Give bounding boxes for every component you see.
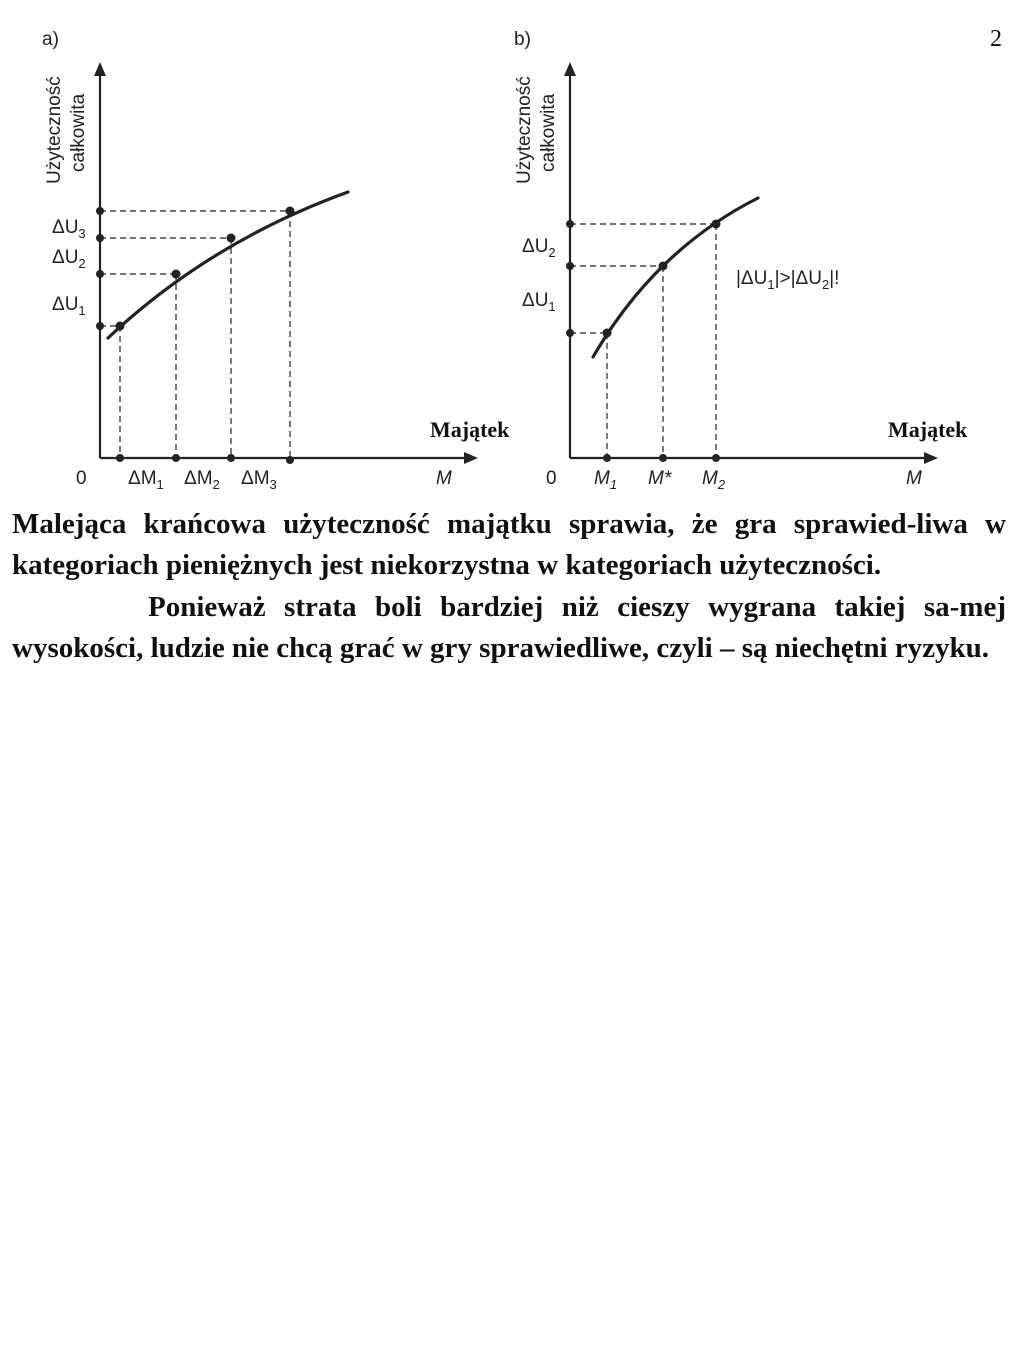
curve-point	[227, 234, 236, 243]
utility-curve-b	[593, 198, 758, 357]
figure-b-utility-chart	[500, 20, 1000, 500]
y-tick-label-du2: $\Delta U_2$	[522, 236, 556, 260]
x-axis-point	[603, 454, 611, 462]
x-tick-label-m1: $M_1$	[594, 468, 618, 492]
y-axis-point	[96, 207, 104, 215]
x-tick-label-m2: $M_2$	[702, 468, 726, 492]
svg-text:Użyteczność: Użyteczność	[514, 76, 535, 184]
svg-text:całkowita: całkowita	[538, 93, 559, 172]
x-axis-point	[712, 454, 720, 462]
curve-point	[659, 262, 668, 271]
curve-point	[286, 207, 295, 216]
utility-curve-a	[108, 192, 348, 338]
svg-text:Użyteczność: Użyteczność	[44, 76, 65, 184]
svg-text:całkowita: całkowita	[68, 93, 89, 172]
x-axis-caption-b: Majątek	[888, 417, 968, 442]
x-axis-arrow-a	[464, 452, 478, 464]
curve-point	[116, 322, 125, 331]
curve-point	[603, 329, 612, 338]
paragraph-2: Ponieważ strata boli bardziej niż cieszy wygrana takiej sa-mej wysokości, ludzie nie chcą grać w gry sprawiedliwe, czyli – są niechętni ryzyku.	[12, 590, 1006, 664]
y-axis-point	[566, 220, 574, 228]
x-tick-label-m-star: M*	[648, 468, 672, 489]
figure-a-utility-chart	[30, 20, 510, 500]
y-axis-arrow-a	[94, 62, 106, 76]
y-axis-point	[96, 270, 104, 278]
y-tick-label-du2: $\Delta U_2$	[52, 247, 86, 271]
y-axis-point	[96, 322, 104, 330]
y-axis-point	[566, 329, 574, 337]
paragraph-1: Malejąca krańcowa użyteczność majątku sprawia, że gra sprawied-liwa w kategoriach pieniężnych jest niekorzystna w kategoriach użyteczności.	[12, 508, 1006, 582]
origin-label-b: 0	[546, 468, 557, 489]
page-number: 2	[990, 26, 1002, 52]
y-axis-title-a	[44, 76, 89, 184]
guide-lines-a	[100, 211, 290, 458]
y-tick-label-du3: $\Delta U_3$	[52, 217, 86, 241]
x-axis-label-a: M	[436, 468, 452, 489]
y-axis-arrow-b	[564, 62, 576, 76]
x-axis-arrow-b	[924, 452, 938, 464]
x-axis-point	[286, 456, 294, 464]
curve-point	[712, 220, 721, 229]
origin-label-a: 0	[76, 468, 87, 489]
x-tick-label-dm3: $\Delta M_3$	[241, 468, 277, 492]
y-tick-label-du1: $\Delta U_1$	[522, 290, 556, 314]
y-tick-label-du1: $\Delta U_1$	[52, 294, 86, 318]
y-axis-point	[96, 234, 104, 242]
guide-lines-b	[570, 224, 716, 458]
body-text	[12, 504, 1006, 669]
x-axis-point	[116, 454, 124, 462]
y-axis-title-b	[514, 76, 559, 184]
x-tick-label-dm1: $\Delta M_1$	[128, 468, 164, 492]
panel-label-a: a)	[42, 29, 59, 50]
x-tick-label-dm2: $\Delta M_2$	[184, 468, 220, 492]
x-axis-point	[227, 454, 235, 462]
x-axis-label-b: M	[906, 468, 922, 489]
x-axis-caption-a: Majątek	[430, 417, 510, 442]
annotation-inequality: $|\Delta U_1|>|\Delta U_2|$!	[736, 268, 840, 292]
y-axis-point	[566, 262, 574, 270]
panel-label-b: b)	[514, 29, 531, 50]
curve-point	[172, 270, 181, 279]
x-axis-point	[172, 454, 180, 462]
x-axis-point	[659, 454, 667, 462]
